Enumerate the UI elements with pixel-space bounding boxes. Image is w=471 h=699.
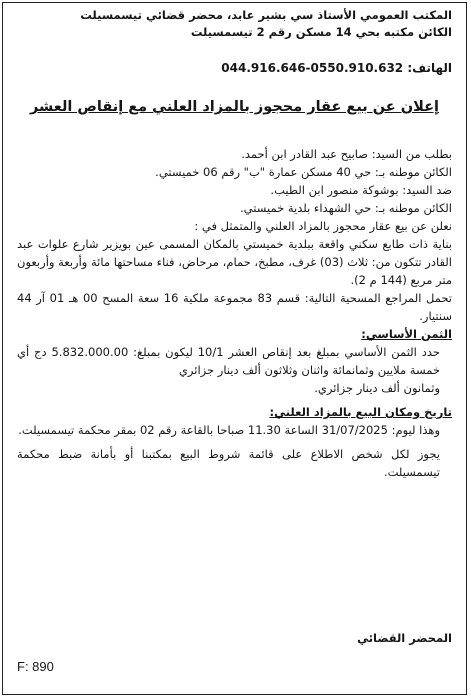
phone-numbers: 044.916.646-0550.910.632 xyxy=(221,61,404,75)
cadastral-references: تحمل المراجع المسحية التالية: قسم 83 مجموعة ملكية 16 سعة المسح 00 هـ 01 آر 44 سنتيار. xyxy=(17,291,453,323)
bailiff-signature: المحضر القضائي xyxy=(357,631,452,645)
sale-announcement: نعلن عن بيع عقار محجوز بالمزاد العلني والمتمثل في : xyxy=(194,219,452,233)
sale-date: وهذا ليوم: 31/07/2025 الساعة 11.30 صباحا بالقاعة رقم 02 بمقر محكمة تيسمسيلت. xyxy=(18,423,440,437)
office-address: الكائن مكتبه بحي 14 مسكن رقم 2 تيسمسيلت xyxy=(190,25,452,39)
reference-number: F: 890 xyxy=(17,659,54,674)
respondent: ضد السيد: بوشوكة منصور ابن الطيب. xyxy=(270,183,452,197)
respondent-address: الكائن موطنه بـ: حي الشهداء بلدية خميستي. xyxy=(240,201,452,215)
phone-label: الهاتف: xyxy=(407,61,452,75)
petitioner-address: الكائن موطنه بـ: حي 40 مسكن عمارة "ب" رقم 06 خميستي. xyxy=(155,165,452,179)
bailiff-header xyxy=(17,7,452,41)
notice-title: إعلان عن بيع عقار محجوز بالمزاد العلني مع إنقاص العشر xyxy=(29,99,440,115)
date-heading: تاريخ ومكان البيع بالمزاد العلني: xyxy=(269,405,452,419)
phone-line xyxy=(221,61,452,75)
property-description: بناية ذات طابع سكني واقعة ببلدية خميستي بالمكان المسمى عين بويزير شارع علوات عبد القادر تتكون من: ثلاث (03) غرف، مطبخ، حمام، مرحاض، فناء مساحتها مائة وأربعة وأربعون متر مربع (144 م 2). xyxy=(17,237,452,287)
price-continuation: وثمانون ألف دينار جزائري. xyxy=(314,381,440,395)
auction-notice xyxy=(2,2,467,695)
price-details: حدد الثمن الأساسي بمبلغ بعد إنقاص العشر 10/1 ليكون بمبلغ: 5.832.000.00 دج أي خمسة ملايين وثمانمائة واثنان وثلاثون ألف دينار جزائري xyxy=(17,345,440,377)
office-name: المكتب العمومي الأستاذ سي بشير عابد، محضر قضائي تيسمسيلت xyxy=(80,8,452,22)
conditions-notice: يجوز لكل شخص الاطلاع على قائمة شروط البيع بمكتبنا أو بأمانة ضبط محكمة تيسمسيلت. xyxy=(17,447,440,479)
notice-body xyxy=(17,145,452,481)
price-heading: الثمن الأساسي: xyxy=(361,327,452,341)
petitioner: بطلب من السيد: صابيح عبد القادر ابن أحمد. xyxy=(241,147,452,161)
